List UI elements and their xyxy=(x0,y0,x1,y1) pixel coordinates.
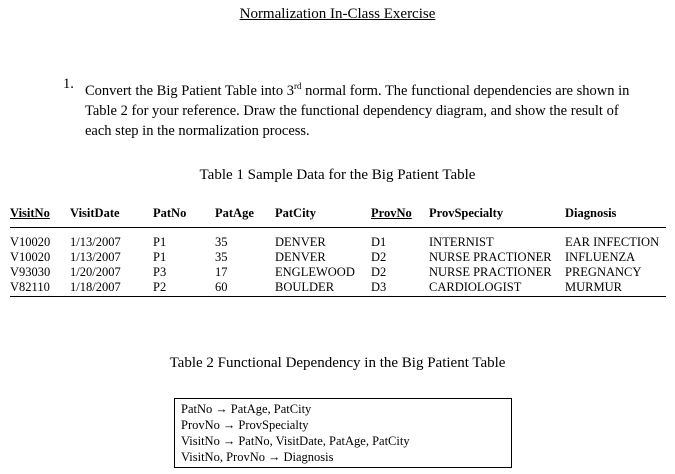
table-row xyxy=(10,280,666,297)
fd-rhs: Diagnosis xyxy=(283,450,334,464)
table-cell: V10020 xyxy=(10,250,51,264)
table-row xyxy=(10,250,666,265)
column-header-visitdate: VisitDate xyxy=(70,203,153,228)
table-cell: 1/20/2007 xyxy=(70,265,121,279)
fd-lhs: PatNo xyxy=(181,402,213,416)
column-header-patno: PatNo xyxy=(153,203,215,228)
table-cell: D2 xyxy=(371,265,387,279)
question-superscript: rd xyxy=(293,81,302,91)
table-cell: INTERNIST xyxy=(429,235,494,249)
table1-caption: Table 1 Sample Data for the Big Patient Table xyxy=(199,167,476,183)
table1-header-row xyxy=(10,203,666,228)
table-cell: P1 xyxy=(153,235,167,249)
table-cell: 35 xyxy=(215,235,228,249)
table-cell: NURSE PRACTIONER xyxy=(429,250,552,264)
column-header-provspecialty: ProvSpecialty xyxy=(429,203,565,228)
table-cell: P2 xyxy=(153,280,215,297)
question-text-part1: Convert the Big Patient Table into 3 xyxy=(85,82,294,99)
right-arrow-icon: → xyxy=(267,450,281,464)
column-header-provno: ProvNo xyxy=(371,203,429,228)
fd-rhs: ProvSpecialty xyxy=(238,418,309,432)
fd-line xyxy=(181,417,511,433)
table-cell: DENVER xyxy=(275,250,326,264)
table-cell: 1/13/2007 xyxy=(70,250,121,264)
table-cell: D2 xyxy=(371,250,387,264)
column-header-visitno: VisitNo xyxy=(10,203,70,228)
fd-lhs: VisitNo xyxy=(181,434,220,448)
table-cell: NURSE PRACTIONER xyxy=(429,265,552,279)
table-cell: BOULDER xyxy=(275,280,371,297)
table-cell: 1/13/2007 xyxy=(70,235,121,249)
table-cell: P1 xyxy=(153,250,167,264)
fd-rhs: PatAge, PatCity xyxy=(230,402,312,416)
fd-rhs: PatNo, VisitDate, PatAge, PatCity xyxy=(238,434,410,448)
question-number: 1. xyxy=(63,76,74,92)
column-header-diagnosis: Diagnosis xyxy=(565,203,666,228)
table-cell: V82110 xyxy=(10,280,70,297)
fd-line xyxy=(181,449,511,465)
table2-caption: Table 2 Functional Dependency in the Big Patient Table xyxy=(169,355,506,371)
table-cell: V93030 xyxy=(10,265,51,279)
right-arrow-icon: → xyxy=(222,418,236,432)
table-cell: D3 xyxy=(371,280,429,297)
question-text xyxy=(85,76,645,141)
table-cell: ENGLEWOOD xyxy=(275,265,355,279)
table-cell: 60 xyxy=(215,280,275,297)
column-header-patcity: PatCity xyxy=(275,203,371,228)
table-cell: EAR INFECTION xyxy=(565,235,660,249)
table-cell: D1 xyxy=(371,235,387,249)
right-arrow-icon: → xyxy=(222,434,236,448)
table-cell: 17 xyxy=(215,265,228,279)
table-cell: CARDIOLOGIST xyxy=(429,280,565,297)
column-header-patage: PatAge xyxy=(215,203,275,228)
question-text-part2: normal form. The functional dependencies are shown in Table 2 for your reference. Draw the functional dependency diagram, and show the result of each step in the normalization process. xyxy=(85,82,630,139)
right-arrow-icon: → xyxy=(215,402,228,416)
fd-line xyxy=(181,401,511,417)
table-cell: MURMUR xyxy=(565,280,666,297)
table-cell: V10020 xyxy=(10,235,51,249)
fd-line xyxy=(181,433,511,449)
table-cell: 35 xyxy=(215,250,228,264)
functional-dependency-box xyxy=(174,398,512,468)
big-patient-table xyxy=(10,203,666,297)
page-title: Normalization In-Class Exercise xyxy=(239,6,436,22)
table-cell: DENVER xyxy=(275,235,326,249)
table-cell: INFLUENZA xyxy=(565,250,636,264)
table-row xyxy=(10,228,666,251)
table-row xyxy=(10,265,666,280)
fd-lhs: ProvNo xyxy=(181,418,220,432)
table-cell: 1/18/2007 xyxy=(70,280,153,297)
fd-lhs: VisitNo, ProvNo xyxy=(181,450,265,464)
table-cell: PREGNANCY xyxy=(565,265,642,279)
table-cell: P3 xyxy=(153,265,167,279)
